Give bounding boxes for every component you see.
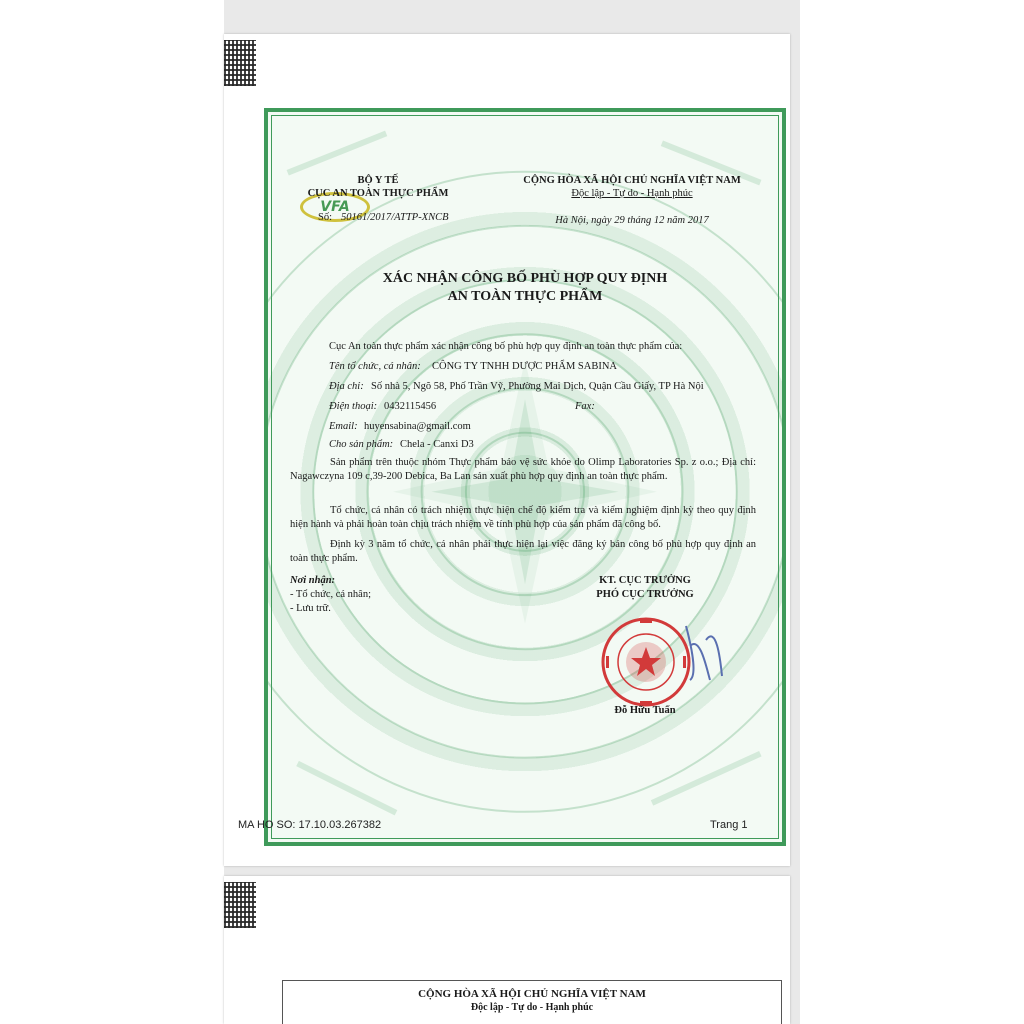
title-line-2: AN TOÀN THỰC PHẨM [447,289,603,304]
title-line-1: XÁC NHẬN CÔNG BỐ PHÙ HỢP QUY ĐỊNH [382,271,668,286]
country-name: CỘNG HÒA XÃ HỘI CHỦ NGHĨA VIỆT NAM [523,175,741,186]
product-value: Chela - Canxi D3 [400,439,474,450]
fax-label: Fax: [575,401,595,412]
recipient-item-2: - Lưu trữ. [290,603,331,614]
signer-title-1: KT. CỤC TRƯỞNG [599,575,691,586]
paragraph-3: Định kỳ 3 năm tổ chức, cá nhân phải thực hiện lại việc đăng ký bản công bố phù hợp quy định an toàn thực phẩm. [290,539,756,564]
certificate [264,108,786,846]
intro-text: Cục An toàn thực phẩm xác nhận công bố phù hợp quy định an toàn thực phẩm của: [329,341,683,352]
page-2-header-box [282,980,782,1024]
paragraph-2: Tổ chức, cá nhân có trách nhiệm thực hiện chế độ kiểm tra và kiểm nghiệm định kỳ theo quy định hiện hành và phải hoàn toàn chịu trách nhiệm về tính phù hợp của sản phẩm đã công bố. [290,505,756,530]
document-number: 50161/2017/ATTP-XNCB [341,212,449,223]
paragraph-1: Sản phẩm trên thuộc nhóm Thực phẩm bảo vệ sức khỏe do Olimp Laboratories Sp. z o.o.; Địa chỉ: Nagawczyna 109 c,39-200 Debica, Ba Lan sản xuất phù hợp quy định an toàn thực phẩm. [290,457,756,482]
qr-code-icon [224,40,256,86]
org-value: CÔNG TY TNHH DƯỢC PHẨM SABINA [432,361,618,372]
email-value: huyensabina@gmail.com [364,421,471,432]
page-2-country-name: CỘNG HÒA XÃ HỘI CHỦ NGHĨA VIỆT NAM [418,988,646,1000]
place-date: Hà Nội, ngày 29 tháng 12 năm 2017 [555,215,709,226]
address-value: Số nhà 5, Ngõ 58, Phố Trần Vỹ, Phường Mai Dịch, Quận Cầu Giấy, TP Hà Nội [371,381,704,392]
case-number: MA HO SO: 17.10.03.267382 [238,819,382,831]
address-label: Địa chỉ: [329,381,364,392]
email-label: Email: [329,421,358,432]
signer-name: Đỗ Hữu Tuấn [614,705,676,716]
phone-value: 0432115456 [384,401,437,412]
signer-title-2: PHÓ CỤC TRƯỞNG [596,589,694,600]
phone-label: Điện thoại: [329,401,378,412]
qr-code-icon [224,882,256,928]
product-label: Cho sản phẩm: [329,439,394,450]
national-motto: Độc lập - Tự do - Hạnh phúc [571,188,693,199]
recipient-item-1: - Tổ chức, cá nhân; [290,589,372,600]
ministry-name: BỘ Y TẾ [357,175,399,186]
official-seal-icon [600,616,692,708]
handwritten-signature-icon [680,616,726,686]
agency-name: CỤC AN TOÀN THỰC PHẨM [307,188,449,199]
document-number-label: Số: [318,212,333,223]
vfa-logo: VFA [300,192,370,222]
org-label: Tên tổ chức, cá nhân: [329,361,421,372]
page-number: Trang 1 [710,819,748,831]
page-2-motto: Độc lập - Tự do - Hạnh phúc [470,1002,594,1013]
recipients-label: Nơi nhận: [290,575,336,586]
